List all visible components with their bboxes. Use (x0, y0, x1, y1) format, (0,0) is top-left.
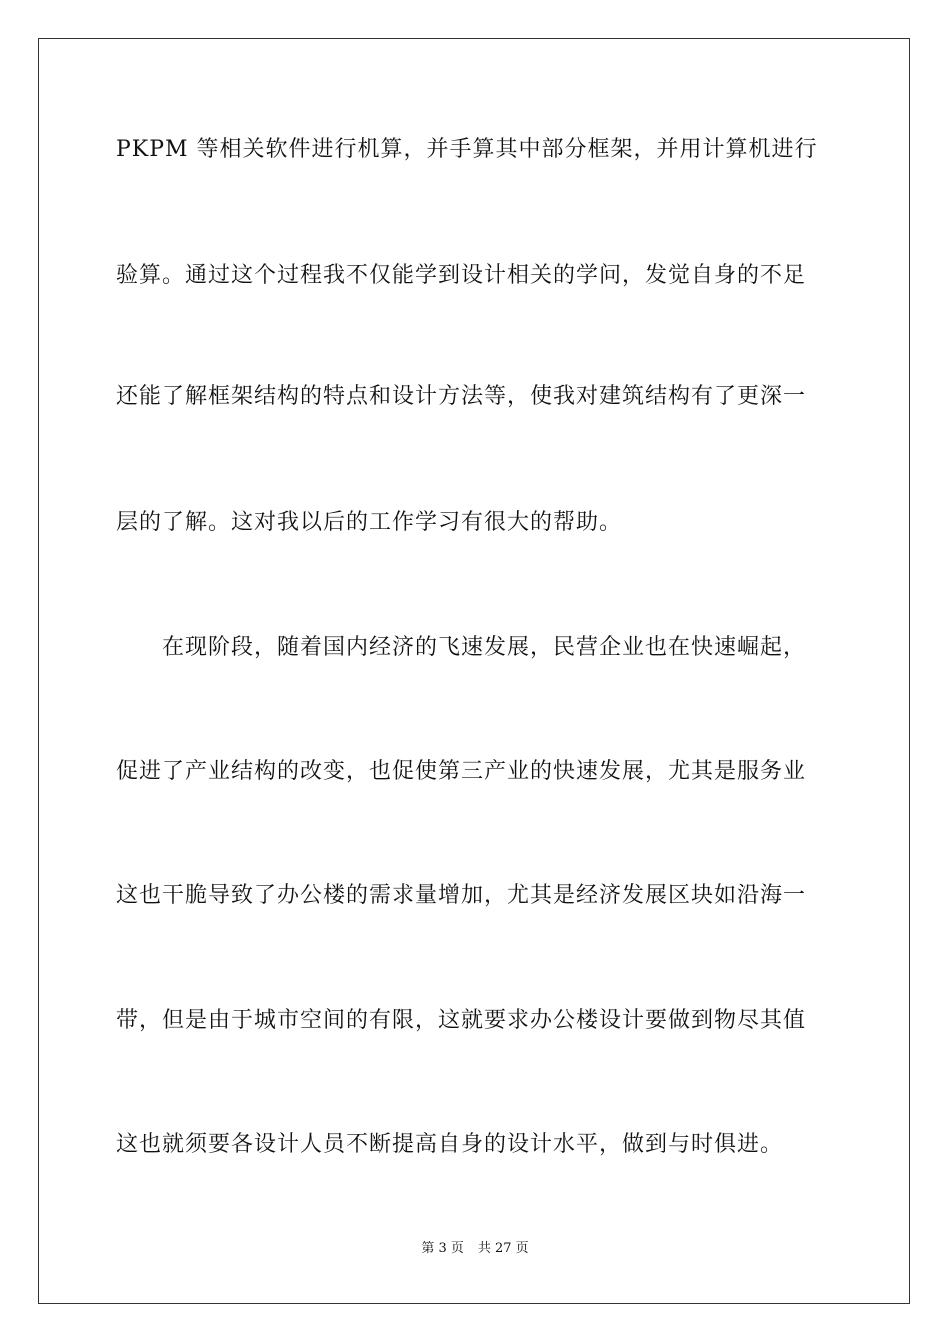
paragraph-line: 带，但是由于城市空间的有限，这就要求办公楼设计要做到物尽其值 (116, 1008, 807, 1033)
paragraph-line: 这也就须要各设计人员不断提高自身的设计水平，做到与时俱进。 (116, 1132, 784, 1157)
paragraph-line: 在现阶段，随着国内经济的飞速发展，民营企业也在快速崛起， (116, 635, 807, 660)
page-number-current: 第 3 页 (421, 1241, 464, 1256)
paragraph-line: 促进了产业结构的改变，也促使第三产业的快速发展，尤其是服务业 (116, 759, 807, 784)
paragraph-line: 还能了解框架结构的特点和设计方法等，使我对建筑结构有了更深一 (116, 384, 807, 409)
page-footer (0, 1240, 950, 1258)
page-border (38, 38, 910, 1304)
page-number-total: 共 27 页 (477, 1241, 529, 1256)
paragraph-line: 验算。通过这个过程我不仅能学到设计相关的学问，发觉自身的不足 (116, 263, 807, 288)
paragraph-line: PKPM 等相关软件进行机算，并手算其中部分框架，并用计算机进行 (116, 137, 818, 162)
paragraph-line: 这也干脆导致了办公楼的需求量增加，尤其是经济发展区块如沿海一 (116, 883, 807, 908)
paragraph-line: 层的了解。这对我以后的工作学习有很大的帮助。 (116, 510, 623, 535)
